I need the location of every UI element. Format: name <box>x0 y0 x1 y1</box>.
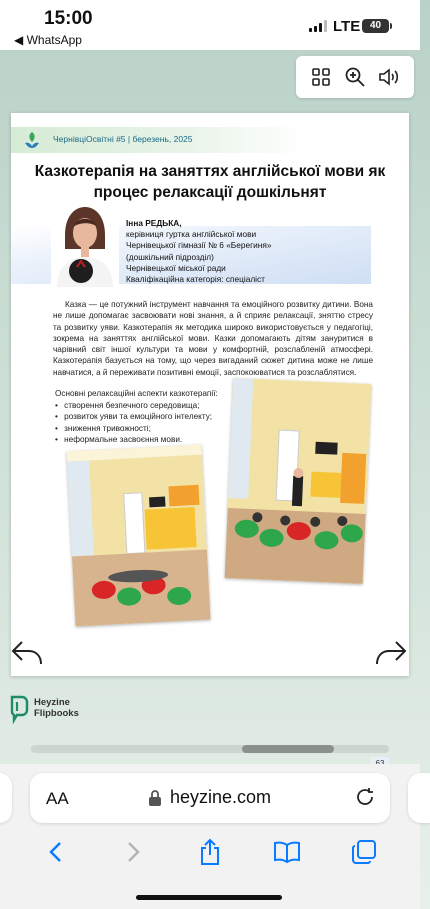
horizontal-scrollbar[interactable] <box>31 745 389 753</box>
list-item: • створення безпечного середовища; <box>55 400 212 411</box>
battery-icon: 40 <box>362 19 389 33</box>
browser-toolbar <box>0 832 420 872</box>
magazine-logo-icon <box>21 129 43 151</box>
heyzine-logo-icon <box>8 693 30 723</box>
zoom-in-icon[interactable] <box>342 64 368 90</box>
heyzine-brand[interactable] <box>8 693 79 723</box>
text-size-button[interactable]: AA <box>46 789 69 808</box>
list-item: • розвиток уяви та емоційного інтелекту; <box>55 411 212 422</box>
signal-icon <box>309 20 327 32</box>
reload-icon[interactable] <box>354 786 376 808</box>
grid-icon[interactable] <box>308 64 334 90</box>
back-to-app-link[interactable]: ◀ WhatsApp <box>14 33 82 47</box>
next-page-icon[interactable] <box>374 638 408 668</box>
bookmarks-icon[interactable] <box>273 838 301 866</box>
list-item: • зниження тривожності; <box>55 423 212 434</box>
brand-line: Flipbooks <box>34 708 79 719</box>
url-text[interactable]: heyzine.com <box>170 787 272 807</box>
aspects-list <box>55 400 212 445</box>
page-header <box>11 127 409 153</box>
classroom-photo <box>225 378 372 584</box>
author-name: Інна РЕДЬКА, <box>126 218 182 228</box>
browser-chrome <box>0 764 420 909</box>
share-icon[interactable] <box>196 838 224 866</box>
address-bar[interactable] <box>30 773 390 823</box>
magazine-page <box>11 113 409 676</box>
author-line: Чернівецької гімназії № 6 «Берегиня» <box>126 240 272 251</box>
author-info <box>126 218 271 285</box>
author-line: (дошкільний підрозділ) <box>126 251 214 262</box>
viewer-toolbar <box>296 56 414 98</box>
back-icon[interactable] <box>42 838 70 866</box>
previous-tab-card[interactable] <box>0 773 12 823</box>
author-line: Чернівецької міської ради <box>126 262 226 273</box>
aspects-heading: Основні релаксаційні аспекти казкотерапії: <box>55 389 218 398</box>
classroom-photo <box>67 445 211 627</box>
scrollbar-thumb[interactable] <box>242 745 334 753</box>
list-item: • неформальне засвоєння мови. <box>55 434 212 445</box>
clock: 15:00 <box>44 8 93 29</box>
status-bar <box>0 0 420 50</box>
lock-icon <box>148 789 162 807</box>
next-tab-card[interactable] <box>408 773 430 823</box>
network-label: LTE <box>333 18 361 35</box>
article-body: Казка — це потужний інструмент навчання та емоційного розвитку дитини. Вона не лише допомагає засвоювати нові знання, а й сприяє релаксації, зняттю стресу та розвитку уяви. Казкотерапія як методика широко використовується у педагогіці, зокрема на заняттях англійської мови. Казки допомагають дітям зануритися в чарівний світ іншої культури та мови у комфортній, розслабленій атмосфері. Казкотерапія базується на тому, що через вигаданий сюжет дитина може не лише навчатися, а й переживати позитивні емоції, заспокоюватися та розслаблятися. <box>53 300 373 377</box>
issue-info: ЧернівціОсвітні #5 | березень, 2025 <box>53 134 193 144</box>
author-photo <box>51 201 119 287</box>
home-indicator <box>136 895 282 900</box>
article-title: Казкотерапія на заняттях англійської мови як процес релаксації дошкільнят <box>34 163 386 201</box>
speaker-icon[interactable] <box>376 64 402 90</box>
forward-icon[interactable] <box>119 838 147 866</box>
author-line: Кваліфікаційна категорія: спеціаліст <box>126 274 265 285</box>
author-line: керівниця гуртка англійської мови <box>126 229 257 240</box>
brand-line: Heyzine <box>34 697 70 708</box>
previous-page-icon[interactable] <box>10 638 44 668</box>
tabs-icon[interactable] <box>350 838 378 866</box>
